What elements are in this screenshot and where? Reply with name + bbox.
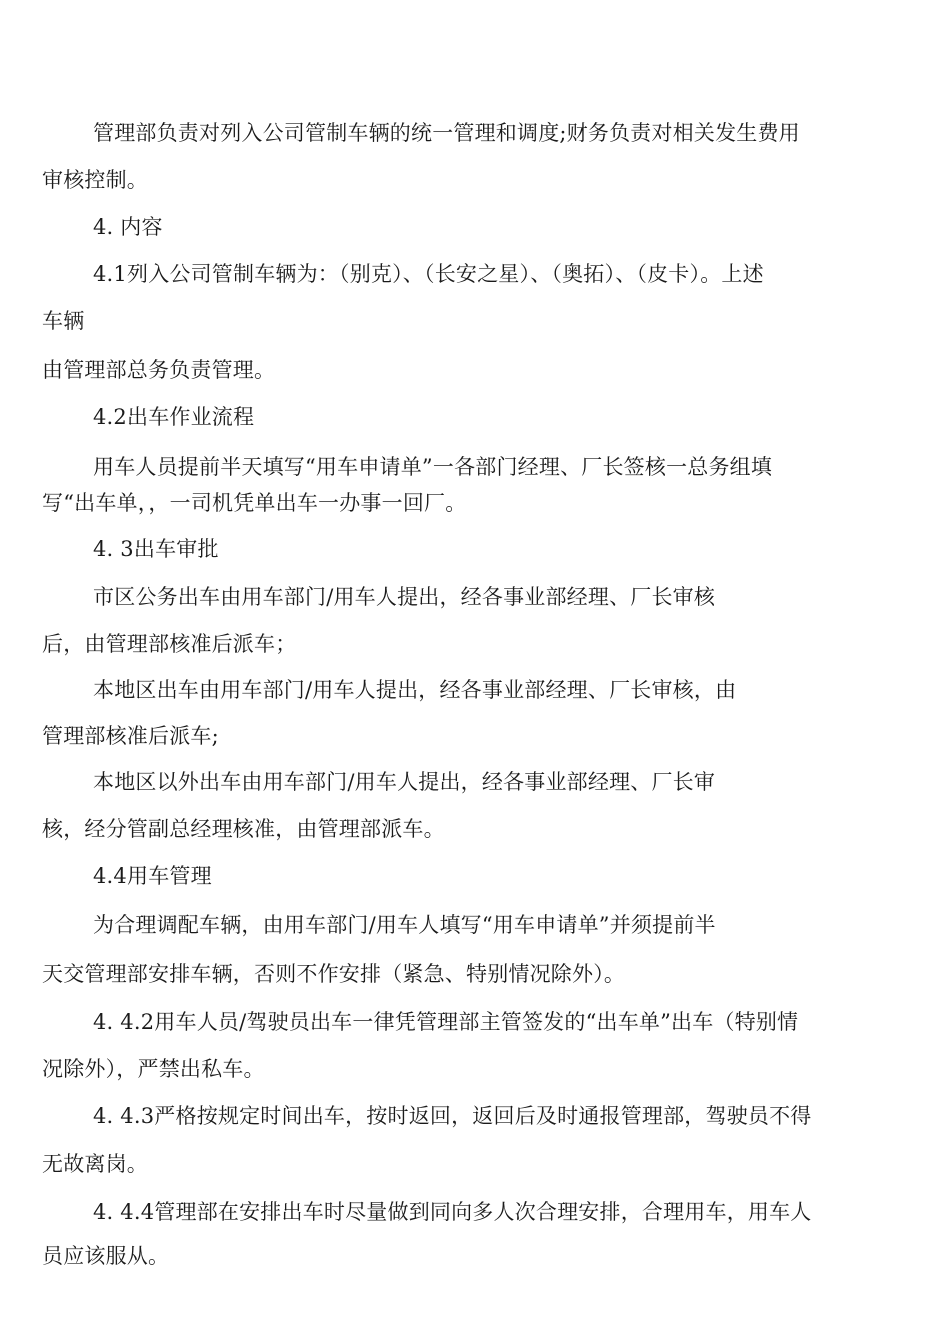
paragraph-line: 后，由管理部核准后派车； xyxy=(42,632,297,656)
paragraph-line: 本地区出车由用车部门/用车人提出，经各事业部经理、厂长审核，由 xyxy=(93,678,737,702)
paragraph-line: 车辆 xyxy=(42,309,85,333)
paragraph-line: 4. 4.2用车人员/驾驶员出车一律凭管理部主管签发的“出车单”出车（特别情 xyxy=(93,1010,799,1034)
section-heading: 4.2出车作业流程 xyxy=(93,405,255,429)
paragraph-line: 4.1列入公司管制车辆为：（别克）、（长安之星）、（奥拓）、（皮卡）。上述 xyxy=(93,262,764,286)
paragraph-line: 写“出车单，，一司机凭单出车一办事一回厂。 xyxy=(42,491,467,515)
section-heading: 4.4用车管理 xyxy=(93,864,212,888)
paragraph-line: 市区公务出车由用车部门/用车人提出，经各事业部经理、厂长审核 xyxy=(93,585,716,609)
paragraph-line: 天交管理部安排车辆，否则不作安排（紧急、特别情况除外）。 xyxy=(42,962,626,986)
paragraph-line: 员应该服从。 xyxy=(42,1244,170,1268)
paragraph-line: 为合理调配车辆，由用车部门/用车人填写“用车申请单”并须提前半 xyxy=(93,913,716,937)
paragraph-line: 4. 4.3严格按规定时间出车，按时返回，返回后及时通报管理部，驾驶员不得 xyxy=(93,1104,812,1128)
paragraph-line: 管理部负责对列入公司管制车辆的统一管理和调度;财务负责对相关发生费用 xyxy=(93,121,800,145)
paragraph-line: 由管理部总务负责管理。 xyxy=(42,358,276,382)
paragraph-line: 4. 4.4管理部在安排出车时尽量做到同向多人次合理安排，合理用车，用车人 xyxy=(93,1200,812,1224)
paragraph-line: 用车人员提前半天填写“用车申请单”一各部门经理、厂长签核一总务组填 xyxy=(93,455,773,479)
paragraph-line: 管理部核准后派车; xyxy=(42,724,219,748)
paragraph-line: 审核控制。 xyxy=(42,168,148,192)
paragraph-line: 况除外），严禁出私车。 xyxy=(42,1057,265,1081)
paragraph-line: 核，经分管副总经理核准，由管理部派车。 xyxy=(42,817,445,841)
section-heading: 4. 3出车审批 xyxy=(93,537,219,561)
paragraph-line: 本地区以外出车由用车部门/用车人提出，经各事业部经理、厂长审 xyxy=(93,770,716,794)
section-heading: 4. 内容 xyxy=(93,215,163,239)
paragraph-line: 无故离岗。 xyxy=(42,1152,148,1176)
